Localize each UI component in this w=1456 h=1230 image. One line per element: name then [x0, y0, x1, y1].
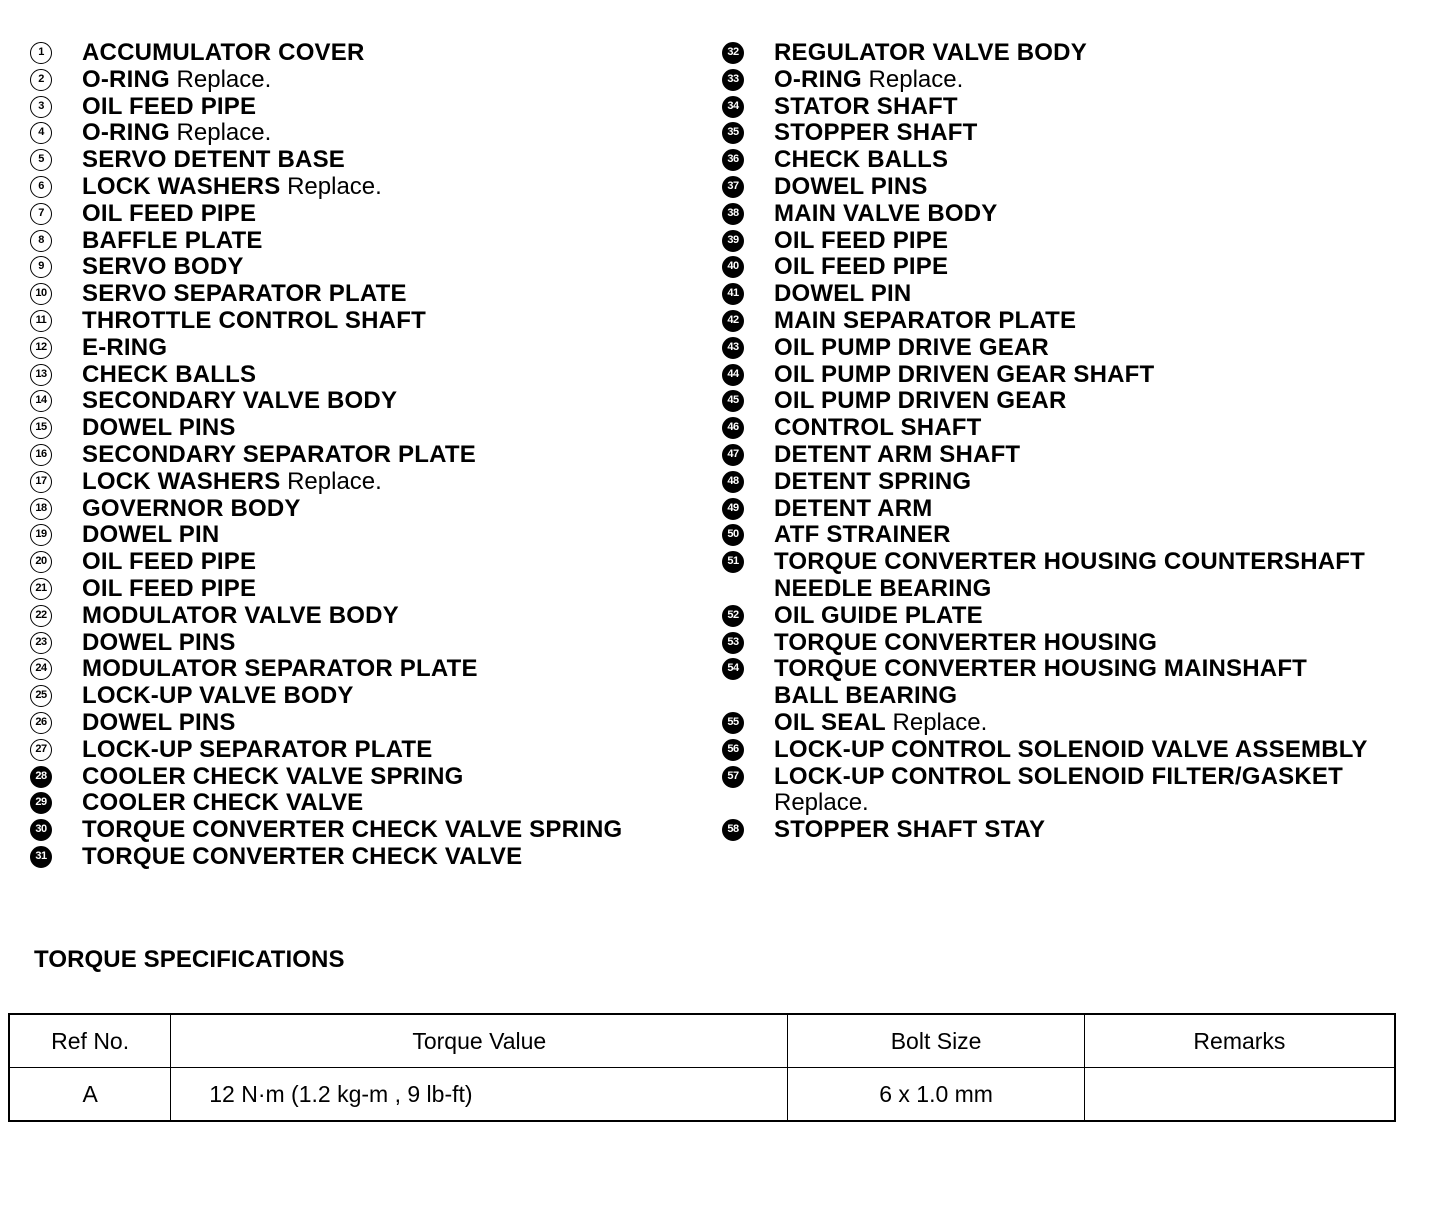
part-name: MAIN VALVE BODY — [774, 199, 998, 227]
callout-number: 30 — [30, 819, 52, 841]
torque-specifications-table — [8, 1013, 1396, 1122]
header-torque-value: Torque Value — [171, 1014, 788, 1068]
callout-number: 31 — [30, 846, 52, 868]
part-name: GOVERNOR BODY — [82, 494, 301, 522]
parts-list-item — [30, 710, 690, 737]
callout-number: 15 — [30, 417, 52, 439]
parts-list-item — [30, 737, 690, 764]
parts-list-item — [722, 281, 1422, 308]
callout-number: 23 — [30, 632, 52, 654]
part-name: SERVO BODY — [82, 253, 244, 281]
part-name: LOCK-UP CONTROL SOLENOID FILTER/GASKET — [774, 762, 1343, 790]
parts-list-item — [30, 630, 690, 657]
parts-list-item — [722, 469, 1422, 496]
cell-torque-value: 12 N·m (1.2 kg-m , 9 lb-ft) — [171, 1068, 788, 1122]
part-name: CHECK BALLS — [82, 360, 257, 388]
callout-number: 9 — [30, 256, 52, 278]
callout-number: 14 — [30, 390, 52, 412]
part-name: DOWEL PINS — [82, 708, 236, 736]
parts-list-item — [722, 228, 1422, 255]
torque-specifications-heading: TORQUE SPECIFICATIONS — [34, 946, 345, 973]
part-name: SECONDARY SEPARATOR PLATE — [82, 440, 476, 468]
part-name: DOWEL PINS — [82, 414, 236, 442]
part-name: BAFFLE PLATE — [82, 226, 263, 254]
part-name: E-RING — [82, 333, 168, 361]
callout-number: 47 — [722, 444, 744, 466]
callout-number: 36 — [722, 149, 744, 171]
part-name: OIL GUIDE PLATE — [774, 601, 983, 629]
parts-list-right — [722, 40, 1422, 844]
part-name: LOCK-UP CONTROL SOLENOID VALVE ASSEMBLY — [774, 735, 1368, 763]
parts-list-item — [722, 496, 1422, 523]
part-name: STATOR SHAFT — [774, 92, 958, 120]
part-note: Replace. — [287, 467, 382, 495]
parts-list-item — [30, 388, 690, 415]
parts-list-item — [722, 335, 1422, 362]
callout-number: 16 — [30, 444, 52, 466]
callout-number: 17 — [30, 471, 52, 493]
parts-list-item — [722, 94, 1422, 121]
part-name: LOCK-UP VALVE BODY — [82, 682, 354, 710]
header-bolt-size: Bolt Size — [788, 1014, 1085, 1068]
parts-list-item — [722, 174, 1422, 201]
parts-list-item — [30, 67, 690, 94]
parts-list-item — [30, 683, 690, 710]
part-name: MAIN SEPARATOR PLATE — [774, 306, 1077, 334]
callout-number: 40 — [722, 256, 744, 278]
parts-list-item — [722, 308, 1422, 335]
callout-number: 20 — [30, 551, 52, 573]
part-name: THROTTLE CONTROL SHAFT — [82, 306, 426, 334]
part-name: TORQUE CONVERTER HOUSING COUNTERSHAFT — [774, 548, 1365, 576]
callout-number: 28 — [30, 766, 52, 788]
callout-number: 25 — [30, 685, 52, 707]
parts-list-item — [722, 362, 1422, 389]
table-row — [9, 1068, 1395, 1122]
part-name: DOWEL PIN — [82, 521, 220, 549]
callout-number: 33 — [722, 69, 744, 91]
part-name: MODULATOR VALVE BODY — [82, 601, 399, 629]
callout-number: 39 — [722, 230, 744, 252]
part-note: Replace. — [868, 65, 964, 93]
callout-number: 45 — [722, 390, 744, 412]
callout-number: 8 — [30, 230, 52, 252]
parts-list-item — [722, 254, 1422, 281]
part-name: DOWEL PINS — [774, 172, 928, 200]
parts-list-item — [30, 844, 690, 871]
callout-number: 42 — [722, 310, 744, 332]
parts-list-item — [722, 201, 1422, 228]
parts-list-item — [30, 442, 690, 469]
part-name: MODULATOR SEPARATOR PLATE — [82, 655, 478, 683]
cell-bolt-size: 6 x 1.0 mm — [788, 1068, 1085, 1122]
callout-number: 41 — [722, 283, 744, 305]
part-name: O-RING — [82, 119, 170, 147]
callout-number: 21 — [30, 578, 52, 600]
parts-list-item — [30, 656, 690, 683]
part-name: STOPPER SHAFT STAY — [774, 816, 1046, 844]
part-name: LOCK WASHERS — [82, 172, 281, 200]
header-ref-no: Ref No. — [9, 1014, 171, 1068]
parts-list-item — [30, 415, 690, 442]
callout-number: 6 — [30, 176, 52, 198]
parts-list-item — [722, 764, 1422, 818]
callout-number: 18 — [30, 498, 52, 520]
callout-number: 27 — [30, 739, 52, 761]
parts-list-item — [30, 94, 690, 121]
header-remarks: Remarks — [1084, 1014, 1395, 1068]
part-name: OIL FEED PIPE — [82, 574, 257, 602]
callout-number: 26 — [30, 712, 52, 734]
callout-number: 57 — [722, 766, 744, 788]
callout-number: 53 — [722, 632, 744, 654]
parts-list-item — [30, 120, 690, 147]
parts-list-item — [30, 228, 690, 255]
parts-list-item — [30, 496, 690, 523]
parts-list-item — [722, 710, 1422, 737]
callout-number: 43 — [722, 337, 744, 359]
part-name: DOWEL PINS — [82, 628, 236, 656]
callout-number: 52 — [722, 605, 744, 627]
part-name: TORQUE CONVERTER CHECK VALVE SPRING — [82, 816, 623, 844]
part-name: OIL PUMP DRIVEN GEAR — [774, 387, 1067, 415]
part-name: OIL SEAL — [774, 708, 886, 736]
parts-list-item — [722, 442, 1422, 469]
parts-list-item — [30, 335, 690, 362]
callout-number: 1 — [30, 42, 52, 64]
part-name: OIL PUMP DRIVE GEAR — [774, 333, 1049, 361]
parts-list-left — [30, 40, 690, 871]
part-name: COOLER CHECK VALVE SPRING — [82, 762, 464, 790]
cell-ref-no: A — [9, 1068, 171, 1122]
callout-number: 32 — [722, 42, 744, 64]
callout-number: 49 — [722, 498, 744, 520]
part-note: Replace. — [892, 708, 988, 736]
part-name: COOLER CHECK VALVE — [82, 789, 364, 817]
parts-list-item — [722, 67, 1422, 94]
part-name: DETENT SPRING — [774, 467, 972, 495]
callout-number: 35 — [722, 122, 744, 144]
part-name: DOWEL PIN — [774, 280, 912, 308]
part-name: OIL FEED PIPE — [82, 548, 257, 576]
callout-number: 46 — [722, 417, 744, 439]
part-name: OIL PUMP DRIVEN GEAR SHAFT — [774, 360, 1155, 388]
callout-number: 34 — [722, 96, 744, 118]
part-name: CONTROL SHAFT — [774, 414, 982, 442]
part-name: OIL FEED PIPE — [82, 92, 257, 120]
parts-list-item — [30, 764, 690, 791]
part-name: DETENT ARM — [774, 494, 933, 522]
parts-list-item — [30, 817, 690, 844]
part-name: CHECK BALLS — [774, 146, 949, 174]
parts-list-item — [30, 469, 690, 496]
part-name: TORQUE CONVERTER CHECK VALVE — [82, 842, 523, 870]
callout-number: 50 — [722, 524, 744, 546]
callout-number: 58 — [722, 819, 744, 841]
part-name-continued: BALL BEARING — [774, 682, 958, 710]
part-name: OIL FEED PIPE — [774, 253, 949, 281]
callout-number: 38 — [722, 203, 744, 225]
part-name: STOPPER SHAFT — [774, 119, 978, 147]
part-name: SERVO DETENT BASE — [82, 146, 346, 174]
callout-number: 56 — [722, 739, 744, 761]
parts-list-item — [30, 362, 690, 389]
parts-list-item — [30, 790, 690, 817]
part-name: REGULATOR VALVE BODY — [774, 39, 1087, 66]
parts-list-item — [722, 522, 1422, 549]
part-name: ATF STRAINER — [774, 521, 951, 549]
parts-list-item — [722, 415, 1422, 442]
callout-number: 2 — [30, 69, 52, 91]
parts-list-item — [722, 147, 1422, 174]
callout-number: 55 — [722, 712, 744, 734]
parts-list-item — [722, 817, 1422, 844]
parts-list-item — [30, 40, 690, 67]
parts-list-item — [30, 522, 690, 549]
callout-number: 11 — [30, 310, 52, 332]
callout-number: 7 — [30, 203, 52, 225]
part-name: DETENT ARM SHAFT — [774, 440, 1021, 468]
parts-list-item — [722, 40, 1422, 67]
table-header-row — [9, 1014, 1395, 1068]
part-note: Replace. — [774, 789, 869, 817]
parts-list-item — [722, 120, 1422, 147]
parts-list-item — [722, 737, 1422, 764]
callout-number: 5 — [30, 149, 52, 171]
callout-number: 37 — [722, 176, 744, 198]
callout-number: 12 — [30, 337, 52, 359]
parts-list-item — [30, 174, 690, 201]
part-name-continued: NEEDLE BEARING — [774, 574, 992, 602]
cell-remarks — [1084, 1068, 1395, 1122]
parts-list-item — [722, 630, 1422, 657]
callout-number: 4 — [30, 122, 52, 144]
part-note: Replace. — [176, 65, 272, 93]
parts-list-item — [30, 147, 690, 174]
parts-list-item — [30, 254, 690, 281]
parts-list-item — [30, 281, 690, 308]
part-name: O-RING — [774, 65, 862, 93]
callout-number: 54 — [722, 658, 744, 680]
callout-number: 48 — [722, 471, 744, 493]
part-name: TORQUE CONVERTER HOUSING — [774, 628, 1158, 656]
parts-list-item — [30, 603, 690, 630]
parts-list-item — [722, 388, 1422, 415]
parts-list-item — [30, 201, 690, 228]
part-name: TORQUE CONVERTER HOUSING MAINSHAFT — [774, 655, 1308, 683]
part-name: OIL FEED PIPE — [82, 199, 257, 227]
parts-list-item — [30, 576, 690, 603]
parts-list-item — [722, 549, 1422, 603]
callout-number: 24 — [30, 658, 52, 680]
part-name: ACCUMULATOR COVER — [82, 39, 365, 66]
parts-list-item — [30, 308, 690, 335]
part-name: O-RING — [82, 65, 170, 93]
callout-number: 3 — [30, 96, 52, 118]
callout-number: 13 — [30, 364, 52, 386]
callout-number: 19 — [30, 524, 52, 546]
part-name: SECONDARY VALVE BODY — [82, 387, 398, 415]
callout-number: 51 — [722, 551, 744, 573]
callout-number: 44 — [722, 364, 744, 386]
callout-number: 29 — [30, 792, 52, 814]
parts-list-item — [722, 656, 1422, 710]
callout-number: 10 — [30, 283, 52, 305]
parts-list-item — [722, 603, 1422, 630]
part-note: Replace. — [176, 119, 272, 147]
part-note: Replace. — [287, 172, 382, 200]
part-name: OIL FEED PIPE — [774, 226, 949, 254]
callout-number: 22 — [30, 605, 52, 627]
part-name: LOCK WASHERS — [82, 467, 281, 495]
part-name: SERVO SEPARATOR PLATE — [82, 280, 407, 308]
part-name: LOCK-UP SEPARATOR PLATE — [82, 735, 433, 763]
parts-list-item — [30, 549, 690, 576]
